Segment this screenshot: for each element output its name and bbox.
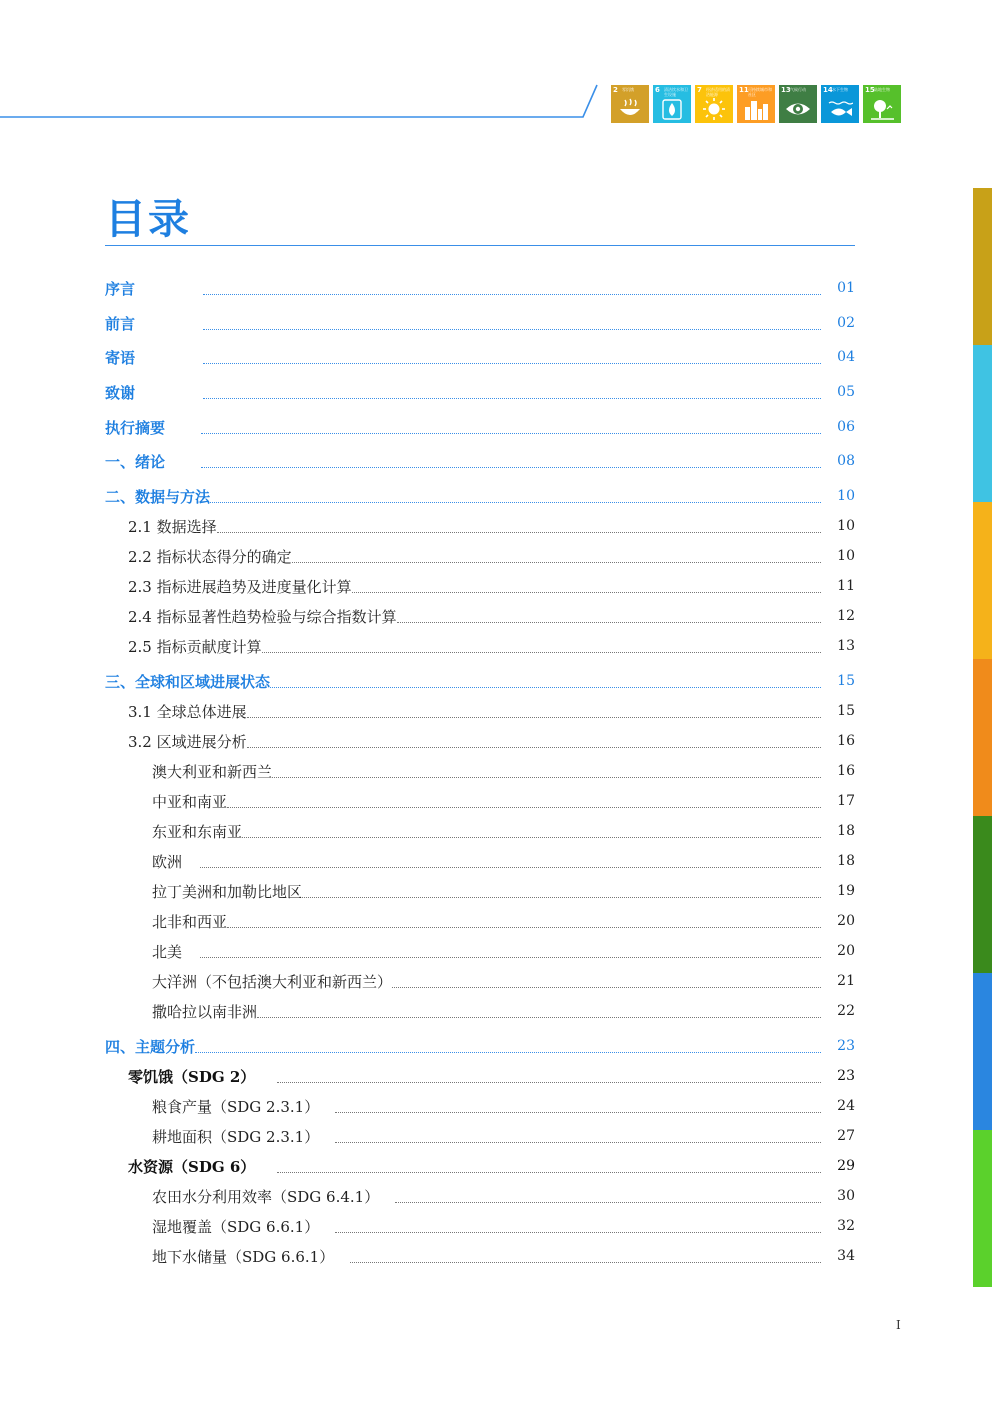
toc-entry-label: 东亚和东南亚: [152, 822, 243, 841]
toc-entry-label: 三、全球和区域进展状态: [105, 672, 271, 691]
toc-entry[interactable]: [105, 483, 855, 509]
toc-entry[interactable]: [128, 633, 855, 659]
toc-entry-page: 29: [837, 1158, 855, 1174]
toc-entry-label: 3.1 全球总体进展: [128, 702, 247, 721]
toc-entry[interactable]: [152, 1123, 855, 1149]
toc-entry-page: 16: [837, 733, 855, 749]
toc-entry-label: 序言: [105, 279, 136, 298]
toc-entry-label: 撒哈拉以南非洲: [152, 1002, 258, 1021]
toc-leader-dots: [335, 1111, 821, 1113]
toc-entry-page: 10: [837, 548, 855, 564]
toc-entry-label: 零饥饿（SDG 2）: [128, 1067, 256, 1086]
sdg-13-badge: [779, 85, 817, 123]
sdg-15-badge: [863, 85, 901, 123]
toc-entry[interactable]: [128, 543, 855, 569]
toc-entry[interactable]: [152, 1243, 855, 1269]
toc-leader-dots: [262, 651, 821, 653]
toc-entry[interactable]: [128, 513, 855, 539]
side-color-bar: [973, 188, 992, 1287]
toc-leader-dots: [247, 716, 821, 718]
toc-entry-page: 17: [837, 793, 855, 809]
toc-entry-label: 拉丁美洲和加勒比地区: [152, 882, 303, 901]
title-rule: [105, 245, 855, 246]
toc-entry-page: 23: [837, 1038, 855, 1054]
toc-entry-page: 05: [837, 384, 855, 400]
toc-entry[interactable]: [152, 1213, 855, 1239]
toc-entry-page: 13: [837, 638, 855, 654]
toc-leader-dots: [257, 1016, 821, 1018]
toc-entry[interactable]: [152, 938, 855, 964]
toc-entry[interactable]: [152, 788, 855, 814]
toc-entry-label: 前言: [105, 314, 136, 333]
toc-leader-dots: [277, 1171, 821, 1173]
sdg-title: 清洁饮水和卫生设施: [664, 87, 688, 97]
toc-leader-dots: [203, 397, 821, 399]
toc-entry-page: 10: [837, 518, 855, 534]
toc-entry[interactable]: [152, 848, 855, 874]
toc-leader-dots: [195, 1051, 821, 1053]
toc-entry-page: 12: [837, 608, 855, 624]
toc-entry-page: 22: [837, 1003, 855, 1019]
toc-leader-dots: [292, 561, 821, 563]
toc-entry-label: 中亚和南亚: [152, 792, 228, 811]
toc-entry[interactable]: [152, 758, 855, 784]
toc-leader-dots: [270, 686, 821, 688]
toc-entry[interactable]: [105, 275, 855, 301]
toc-entry-label: 耕地面积（SDG 2.3.1）: [152, 1127, 320, 1146]
toc-entry[interactable]: [105, 1033, 855, 1059]
toc-leader-dots: [302, 896, 821, 898]
sdg-title: 经济适用的清洁能源: [706, 87, 730, 97]
toc-entry-label: 大洋洲（不包括澳大利亚和新西兰）: [152, 972, 393, 991]
toc-entry-page: 04: [837, 349, 855, 365]
toc-entry[interactable]: [105, 310, 855, 336]
toc-entry[interactable]: [128, 728, 855, 754]
toc-leader-dots: [242, 836, 821, 838]
toc-entry-label: 澳大利亚和新西兰: [152, 762, 273, 781]
toc-entry-page: 30: [837, 1188, 855, 1204]
toc-entry-page: 01: [837, 280, 855, 296]
sdg-number: 6: [655, 86, 660, 94]
toc-entry[interactable]: [105, 379, 855, 405]
side-bar-segment: [973, 973, 992, 1130]
sdg-11-badge: [737, 85, 775, 123]
toc-entry[interactable]: [152, 1093, 855, 1119]
toc-entry-page: 24: [837, 1098, 855, 1114]
header-rule: [0, 84, 598, 118]
toc-entry-page: 02: [837, 315, 855, 331]
toc-leader-dots: [200, 866, 821, 868]
toc-entry-label: 2.3 指标进展趋势及进度量化计算: [128, 577, 352, 596]
toc-leader-dots: [335, 1231, 821, 1233]
toc-leader-dots: [397, 621, 821, 623]
sdg-2-badge: [611, 85, 649, 123]
toc-entry-label: 北美: [152, 942, 183, 961]
side-bar-segment: [973, 345, 992, 502]
sdg-7-badge: [695, 85, 733, 123]
toc-entry-label: 水资源（SDG 6）: [128, 1157, 256, 1176]
toc-entry[interactable]: [152, 818, 855, 844]
side-bar-segment: [973, 816, 992, 973]
fish-icon: [827, 97, 853, 121]
city-icon: [743, 97, 769, 121]
toc-leader-dots: [227, 926, 821, 928]
sun-icon: [701, 97, 727, 121]
side-bar-segment: [973, 502, 992, 659]
toc-leader-dots: [210, 501, 821, 503]
eye-globe-icon: [785, 97, 811, 121]
toc-entry-page: 15: [837, 673, 855, 689]
sdg-title: 陆地生物: [874, 87, 890, 92]
toc-entry-label: 地下水储量（SDG 6.6.1）: [152, 1247, 335, 1266]
toc-leader-dots: [200, 956, 821, 958]
toc-leader-dots: [203, 293, 821, 295]
toc-leader-dots: [395, 1201, 821, 1203]
side-bar-segment: [973, 659, 992, 816]
toc-entry[interactable]: [152, 908, 855, 934]
toc-entry-label: 农田水分利用效率（SDG 6.4.1）: [152, 1187, 380, 1206]
toc-leader-dots: [335, 1141, 821, 1143]
sdg-number: 2: [613, 86, 618, 94]
sdg-number: 11: [739, 86, 749, 94]
toc-entry-page: 18: [837, 853, 855, 869]
toc-entry[interactable]: [128, 573, 855, 599]
toc-entry[interactable]: [105, 414, 855, 440]
toc-entry-page: 23: [837, 1068, 855, 1084]
tree-icon: [869, 97, 895, 121]
toc-entry-label: 四、主题分析: [105, 1037, 196, 1056]
toc-entry-page: 19: [837, 883, 855, 899]
toc-leader-dots: [203, 362, 821, 364]
toc-entry-page: 18: [837, 823, 855, 839]
toc-entry[interactable]: [152, 998, 855, 1024]
toc-entry[interactable]: [128, 603, 855, 629]
toc-entry[interactable]: [152, 878, 855, 904]
toc-entry-label: 北非和西亚: [152, 912, 228, 931]
page-number: I: [896, 1318, 901, 1332]
side-bar-segment: [973, 1130, 992, 1287]
toc-leader-dots: [272, 776, 821, 778]
toc-leader-dots: [227, 806, 821, 808]
toc-entry-label: 执行摘要: [105, 418, 166, 437]
sdg-icon-strip: [611, 85, 901, 123]
toc-leader-dots: [247, 746, 821, 748]
toc-entry-label: 粮食产量（SDG 2.3.1）: [152, 1097, 320, 1116]
sdg-6-badge: [653, 85, 691, 123]
page-title: 目录: [105, 195, 191, 243]
toc-entry-label: 欧洲: [152, 852, 183, 871]
toc-entry-label: 2.1 数据选择: [128, 517, 217, 536]
sdg-title: 可持续城市和社区: [748, 87, 772, 97]
toc-entry-page: 21: [837, 973, 855, 989]
toc-entry-label: 2.2 指标状态得分的确定: [128, 547, 292, 566]
toc-entry-page: 08: [837, 453, 855, 469]
toc-entry-page: 32: [837, 1218, 855, 1234]
toc-leader-dots: [352, 591, 821, 593]
toc-entry[interactable]: [105, 448, 855, 474]
toc-leader-dots: [201, 466, 821, 468]
toc-entry-label: 一、绪论: [105, 452, 166, 471]
toc-entry[interactable]: [128, 698, 855, 724]
sdg-number: 13: [781, 86, 791, 94]
toc-leader-dots: [392, 986, 821, 988]
sdg-14-badge: [821, 85, 859, 123]
toc-entry-label: 寄语: [105, 348, 136, 367]
toc-entry-label: 二、数据与方法: [105, 487, 211, 506]
toc-entry-label: 2.4 指标显著性趋势检验与综合指数计算: [128, 607, 397, 626]
toc-entry[interactable]: [105, 668, 855, 694]
toc-entry[interactable]: [105, 344, 855, 370]
water-drop-icon: [659, 97, 685, 121]
toc-entry-page: 20: [837, 943, 855, 959]
toc-entry[interactable]: [128, 1063, 855, 1089]
toc-entry-page: 27: [837, 1128, 855, 1144]
sdg-number: 14: [823, 86, 833, 94]
toc-entry-label: 湿地覆盖（SDG 6.6.1）: [152, 1217, 320, 1236]
sdg-number: 15: [865, 86, 875, 94]
toc-entry-page: 16: [837, 763, 855, 779]
sdg-title: 气候行动: [790, 87, 806, 92]
toc-entry-page: 10: [837, 488, 855, 504]
toc-entry-label: 致谢: [105, 383, 136, 402]
sdg-title: 水下生物: [832, 87, 848, 92]
toc-leader-dots: [217, 531, 821, 533]
toc-entry-page: 20: [837, 913, 855, 929]
toc-entry[interactable]: [128, 1153, 855, 1179]
toc-entry-page: 11: [837, 578, 855, 594]
toc-entry[interactable]: [152, 968, 855, 994]
toc-entry-label: 2.5 指标贡献度计算: [128, 637, 262, 656]
toc-entry[interactable]: [152, 1183, 855, 1209]
toc-leader-dots: [203, 328, 821, 330]
toc-entry-page: 15: [837, 703, 855, 719]
toc-leader-dots: [277, 1081, 821, 1083]
side-bar-segment: [973, 188, 992, 345]
toc-leader-dots: [350, 1261, 821, 1263]
toc-entry-page: 06: [837, 419, 855, 435]
sdg-title: 零饥饿: [622, 87, 634, 92]
sdg-number: 7: [697, 86, 702, 94]
toc-entry-page: 34: [837, 1248, 855, 1264]
toc-leader-dots: [201, 432, 821, 434]
toc-entry-label: 3.2 区域进展分析: [128, 732, 247, 751]
bowl-icon: [617, 97, 643, 121]
